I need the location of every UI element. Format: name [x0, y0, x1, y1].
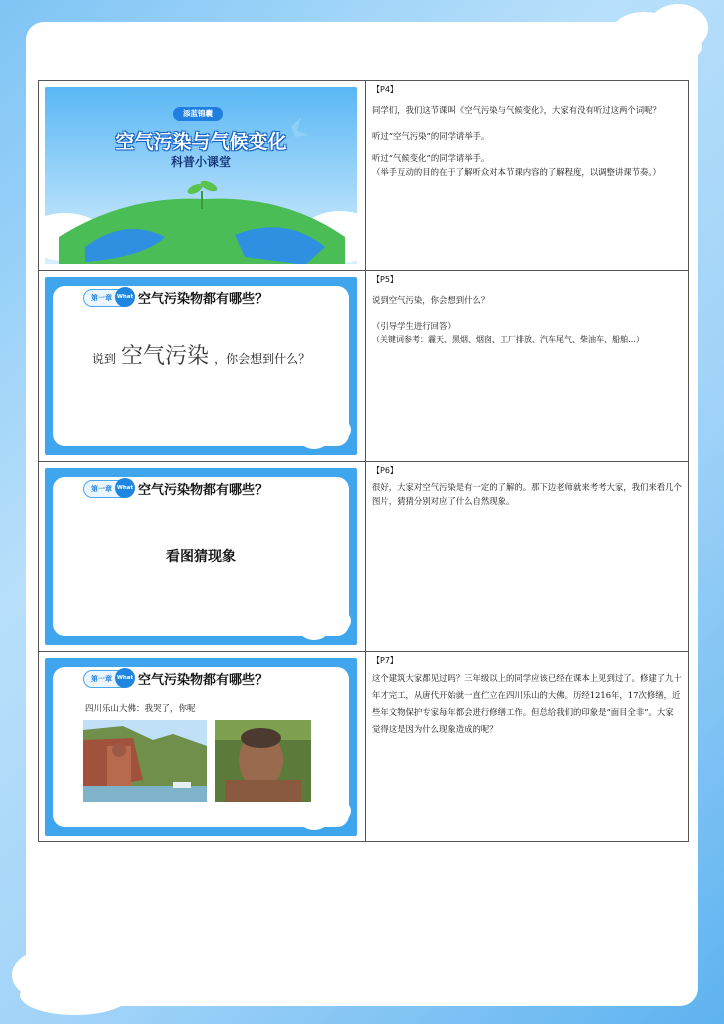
slide-question — [45, 339, 357, 370]
question-suffix: ，你会想到什么？ — [214, 352, 311, 366]
note-line: （关键词参考：霾天、黑烟、烟囱、工厂排放、汽车尾气、柴油车、船舶…） — [372, 335, 644, 344]
question-prefix: 说到 — [91, 352, 116, 366]
slide-cell — [39, 652, 366, 842]
note-line: （举手互动的目的在于了解听众对本节课内容的了解程度，以调整讲课节奏。） — [372, 167, 661, 177]
cover-title: 空气污染与气候变化 — [115, 131, 287, 153]
slide-title: 空气污染物都有哪些？ — [138, 292, 269, 307]
slide-cell — [39, 271, 366, 461]
notes-cell — [366, 81, 688, 270]
page-tag: 【P7】 — [372, 656, 398, 665]
page-tag: 【P4】 — [372, 85, 398, 94]
slide-thumbnail-p6 — [45, 468, 357, 645]
chapter-label: 第一章 — [83, 480, 131, 498]
question-keyword: 空气污染 — [120, 344, 209, 369]
lesson-table — [38, 80, 689, 842]
note-line: （引导学生进行回答） — [372, 321, 456, 331]
slide-cell — [39, 81, 366, 270]
what-badge: What — [115, 668, 135, 688]
slide-title: 空气污染物都有哪些？ — [138, 483, 269, 498]
table-row — [39, 271, 688, 462]
slide-cell — [39, 462, 366, 651]
slide-thumbnail-cover — [45, 87, 357, 264]
note-line: 听过“气候变化”的同学请举手。 — [372, 153, 490, 163]
notes-cell — [366, 652, 688, 842]
what-badge: What — [115, 287, 135, 307]
note-line: 同学们，我们这节课叫《空气污染与气候变化》，大家有没有听过这两个词呢？ — [372, 105, 661, 115]
note-line: 这个建筑大家都见过吗？三年级以上的同学应该已经在课本上见到过了。修建了九十年才完工，从唐代开始就一直伫立在四川乐山的大佛。历经1216年，17次修缮，近些年文物保护专家每年都会进行修缮工作。但总给我们的印象是“面目全非”。大家觉得这是因为什么现象造成的呢？ — [372, 673, 682, 734]
cover-badge: 添蓝锦囊 — [173, 107, 223, 121]
note-line: 听过“空气污染”的同学请举手。 — [372, 131, 490, 141]
table-row — [39, 462, 688, 652]
page-tag: 【P6】 — [372, 466, 398, 475]
slide-caption: 四川乐山大佛：我哭了，你呢 — [85, 704, 196, 714]
what-badge: What — [115, 478, 135, 498]
cover-subtitle: 科普小课堂 — [170, 155, 231, 169]
chapter-label: 第一章 — [83, 670, 131, 688]
table-row — [39, 81, 688, 271]
notes-cell — [366, 271, 688, 461]
slide-title: 空气污染物都有哪些？ — [138, 673, 269, 688]
note-line: 很好，大家对空气污染是有一定的了解的。那下边老师就来考考大家，我们来看几个图片，猜猜分别对应了什么自然现象。 — [372, 482, 682, 506]
slide-thumbnail-p7 — [45, 658, 357, 836]
slide-thumbnail-p5 — [45, 277, 357, 455]
notes-cell — [366, 462, 688, 651]
note-line: 说到空气污染，你会想到什么？ — [372, 295, 490, 305]
page-tag: 【P5】 — [372, 275, 398, 284]
leshan-buddha-photo-2 — [215, 720, 311, 802]
slide-center-text: 看图猜现象 — [166, 549, 236, 565]
table-row — [39, 652, 688, 842]
chapter-label: 第一章 — [83, 289, 131, 307]
leshan-buddha-photo-1 — [83, 720, 207, 802]
